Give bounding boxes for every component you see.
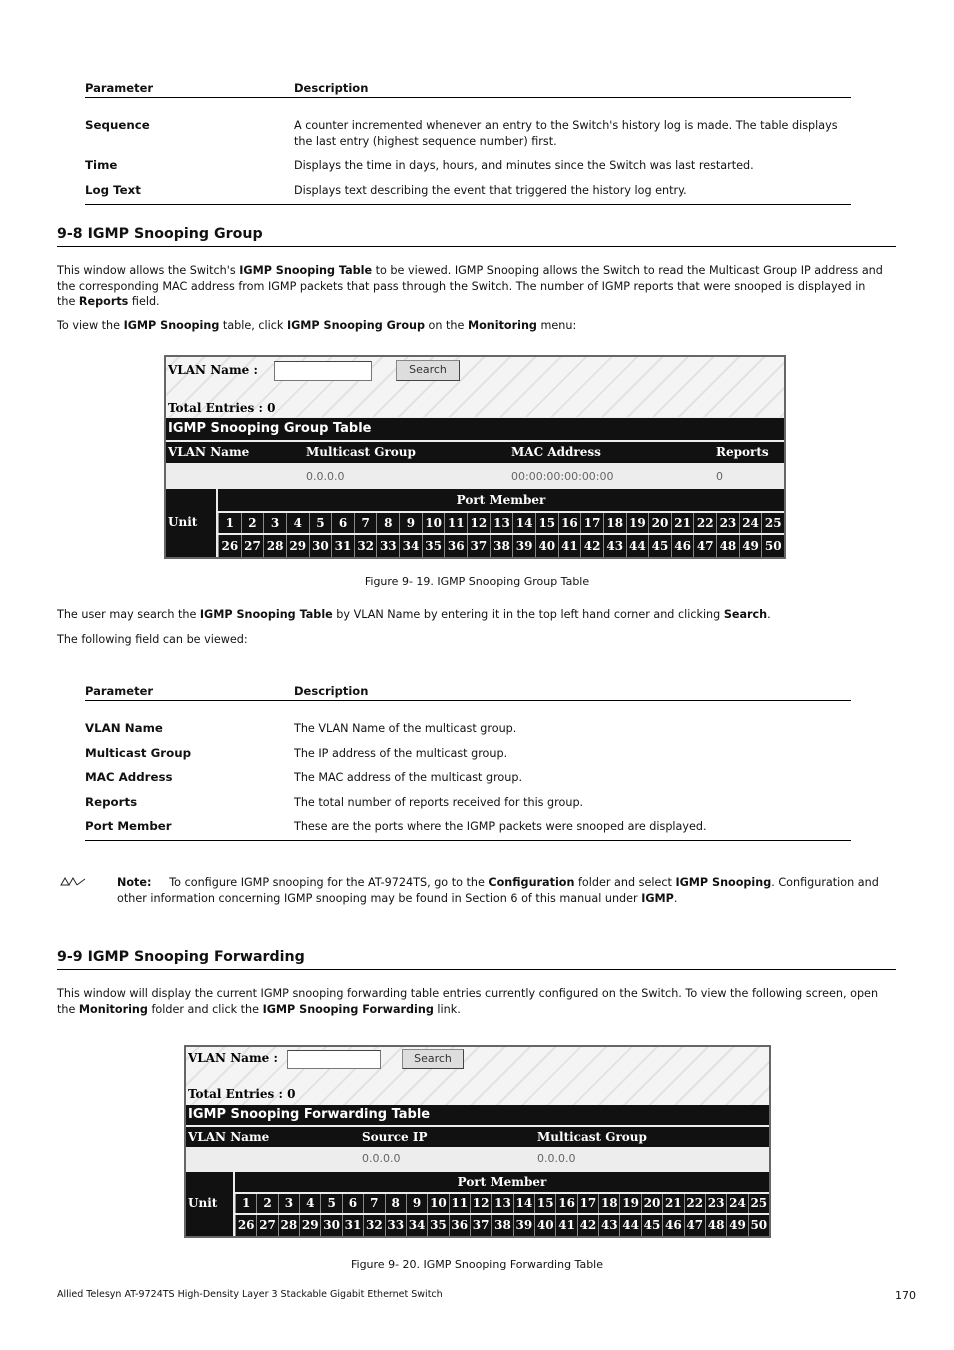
param-vlan-name: VLAN Name <box>85 721 163 735</box>
search-explanation-paragraph: The user may search the IGMP Snooping Table by VLAN Name by entering it in the top left hand corner and clicking Search. <box>57 608 771 621</box>
port-number-cell: 7 <box>354 513 377 533</box>
port-number-cell: 36 <box>449 1215 470 1236</box>
port-number-cell: 37 <box>470 1215 491 1236</box>
unit-label: Unit <box>188 1196 218 1210</box>
section-heading-igmp-snooping-group: 9-8 IGMP Snooping Group <box>57 226 896 247</box>
value-multicast-group: 0.0.0.0 <box>306 470 345 483</box>
port-number-cell: 18 <box>603 513 626 533</box>
note-paragraph: Note: To configure IGMP snooping for the AT-9724TS, go to the Configuration folder and select IGMP Snooping. Configuration and other information concerning IGMP snooping may be found in Section 6 of this manual under IGMP. <box>117 876 879 905</box>
table-title-bar: IGMP Snooping Group Table <box>166 418 786 440</box>
desc-reports: The total number of reports received for this group. <box>294 796 584 809</box>
port-row-1 <box>235 1194 769 1213</box>
table-header <box>85 75 851 98</box>
port-number-cell: 44 <box>626 535 649 557</box>
port-member-header: Port Member <box>218 489 784 511</box>
port-number-cell: 35 <box>427 1215 448 1236</box>
port-number-cell: 27 <box>241 535 264 557</box>
desc-port-member: These are the ports where the IGMP packets were snooped are displayed. <box>294 820 707 833</box>
port-number-cell: 11 <box>449 1194 470 1213</box>
port-number-cell: 44 <box>619 1215 640 1236</box>
table-row <box>85 795 851 819</box>
desc-time: Displays the time in days, hours, and minutes since the Switch was last restarted. <box>294 159 754 172</box>
port-number-cell: 28 <box>278 1215 299 1236</box>
port-number-cell: 9 <box>399 513 422 533</box>
port-number-cell: 5 <box>320 1194 341 1213</box>
port-number-cell: 24 <box>726 1194 747 1213</box>
igmp-group-parameter-table <box>85 678 851 841</box>
port-number-cell: 15 <box>534 1194 555 1213</box>
port-number-cell: 22 <box>693 513 716 533</box>
table-title-bar: IGMP Snooping Forwarding Table <box>186 1105 771 1125</box>
port-number-cell: 10 <box>427 1194 448 1213</box>
header-reports: Reports <box>716 445 769 459</box>
port-number-cell: 28 <box>263 535 286 557</box>
port-number-cell: 16 <box>555 1194 576 1213</box>
port-number-cell: 25 <box>761 513 784 533</box>
section8-intro-paragraph: This window allows the Switch's IGMP Snooping Table to be viewed. IGMP Snooping allows the Switch to read the Multicast Group IP address and the corresponding MAC address from IGMP packets that pass through the Switch. The number of IGMP reports that were snooped is displayed in the Reports field. <box>57 264 883 309</box>
port-number-cell: 42 <box>577 1215 598 1236</box>
table-row <box>85 183 851 205</box>
section9-intro-paragraph: This window will display the current IGMP snooping forwarding table entries currently configured on the Switch. To view the following screen, open the Monitoring folder and click the IGMP Snooping Forwarding link. <box>57 987 879 1016</box>
value-mac-address: 00:00:00:00:00:00 <box>511 470 614 483</box>
unit-cell <box>166 489 216 557</box>
desc-mac-address: The MAC address of the multicast group. <box>294 771 523 784</box>
column-header-row <box>186 1127 769 1147</box>
vlan-name-label: VLAN Name : <box>168 363 258 377</box>
port-number-cell: 34 <box>399 535 422 557</box>
port-number-cell: 30 <box>320 1215 341 1236</box>
port-number-cell: 8 <box>385 1194 406 1213</box>
igmp-snooping-forwarding-screenshot <box>184 1045 771 1238</box>
port-number-cell: 23 <box>705 1194 726 1213</box>
port-number-cell: 47 <box>693 535 716 557</box>
port-number-cell: 48 <box>716 535 739 557</box>
param-port-member: Port Member <box>85 819 172 833</box>
table-row <box>85 746 851 770</box>
port-number-cell: 32 <box>354 535 377 557</box>
port-number-cell: 46 <box>671 535 694 557</box>
port-number-cell: 29 <box>286 535 309 557</box>
port-number-cell: 3 <box>278 1194 299 1213</box>
parameter-column-header: Parameter <box>85 684 154 698</box>
description-column-header: Description <box>294 81 369 95</box>
port-number-cell: 24 <box>739 513 762 533</box>
port-number-cell: 20 <box>648 513 671 533</box>
port-number-cell: 2 <box>241 513 264 533</box>
total-entries: Total Entries : 0 <box>168 401 276 415</box>
port-number-cell: 48 <box>705 1215 726 1236</box>
port-number-cell: 1 <box>218 513 241 533</box>
port-number-cell: 32 <box>363 1215 384 1236</box>
figure-19-caption: Figure 9- 19. IGMP Snooping Group Table <box>364 575 590 588</box>
port-number-cell: 36 <box>444 535 467 557</box>
desc-multicast-group: The IP address of the multicast group. <box>294 747 508 760</box>
header-source-ip: Source IP <box>362 1130 428 1144</box>
port-number-cell: 47 <box>684 1215 705 1236</box>
port-number-cell: 17 <box>580 513 603 533</box>
port-number-cell: 12 <box>467 513 490 533</box>
table-row <box>85 158 851 183</box>
port-number-cell: 7 <box>363 1194 384 1213</box>
port-number-cell: 31 <box>331 535 354 557</box>
igmp-snooping-group-screenshot <box>164 355 786 559</box>
port-number-cell: 34 <box>406 1215 427 1236</box>
desc-vlan-name: The VLAN Name of the multicast group. <box>294 722 517 735</box>
table-row <box>85 721 851 746</box>
param-reports: Reports <box>85 795 138 809</box>
port-row-1 <box>218 513 784 533</box>
port-number-cell: 45 <box>648 535 671 557</box>
port-number-cell: 37 <box>467 535 490 557</box>
param-sequence: Sequence <box>85 118 150 132</box>
port-number-cell: 12 <box>470 1194 491 1213</box>
port-number-cell: 40 <box>535 535 558 557</box>
figure-20-caption: Figure 9- 20. IGMP Snooping Forwarding Table <box>350 1258 604 1271</box>
note-pencil-icon <box>60 875 86 887</box>
port-number-cell: 14 <box>513 1194 534 1213</box>
port-row-2 <box>235 1215 769 1236</box>
port-number-cell: 21 <box>671 513 694 533</box>
parameter-column-header: Parameter <box>85 81 154 95</box>
port-number-cell: 40 <box>534 1215 555 1236</box>
table-row <box>85 770 851 795</box>
port-number-cell: 23 <box>716 513 739 533</box>
port-number-cell: 19 <box>626 513 649 533</box>
unit-cell <box>186 1172 233 1236</box>
total-entries: Total Entries : 0 <box>188 1087 296 1101</box>
port-number-cell: 26 <box>218 535 241 557</box>
port-number-cell: 1 <box>235 1194 256 1213</box>
port-number-cell: 38 <box>490 535 513 557</box>
section8-instruction-paragraph: To view the IGMP Snooping table, click IGMP Snooping Group on the Monitoring menu: <box>57 319 577 332</box>
section-heading-igmp-snooping-forwarding: 9-9 IGMP Snooping Forwarding <box>57 949 896 970</box>
unit-label: Unit <box>168 515 198 529</box>
port-number-cell: 30 <box>309 535 332 557</box>
port-number-cell: 22 <box>684 1194 705 1213</box>
port-number-cell: 46 <box>662 1215 683 1236</box>
desc-sequence: A counter incremented whenever an entry to the Switch's history log is made. The table displays the last entry (highest sequence number) first. <box>294 119 838 148</box>
port-number-cell: 35 <box>422 535 445 557</box>
port-number-cell: 31 <box>342 1215 363 1236</box>
port-number-cell: 27 <box>256 1215 277 1236</box>
table-row <box>85 118 851 158</box>
value-reports: 0 <box>716 470 723 483</box>
value-multicast-group: 0.0.0.0 <box>537 1152 576 1165</box>
port-member-header: Port Member <box>235 1172 769 1192</box>
port-number-cell: 2 <box>256 1194 277 1213</box>
column-header-row <box>166 442 784 463</box>
port-number-cell: 38 <box>491 1215 512 1236</box>
port-number-cell: 20 <box>641 1194 662 1213</box>
header-mac-address: MAC Address <box>511 445 601 459</box>
history-log-parameter-table <box>85 75 851 205</box>
port-number-cell: 6 <box>331 513 354 533</box>
table-header <box>85 678 851 701</box>
footer-product-name: Allied Telesyn AT-9724TS High-Density Layer 3 Stackable Gigabit Ethernet Switch <box>57 1289 443 1300</box>
port-number-cell: 43 <box>603 535 626 557</box>
port-number-cell: 13 <box>491 1194 512 1213</box>
header-multicast-group: Multicast Group <box>537 1130 647 1144</box>
port-number-cell: 50 <box>748 1215 769 1236</box>
port-number-cell: 43 <box>598 1215 619 1236</box>
port-number-cell: 11 <box>444 513 467 533</box>
port-number-cell: 29 <box>299 1215 320 1236</box>
table-row <box>85 819 851 841</box>
page-number: 170 <box>895 1289 916 1302</box>
port-number-cell: 33 <box>376 535 399 557</box>
value-source-ip: 0.0.0.0 <box>362 1152 401 1165</box>
vlan-name-input[interactable] <box>287 1050 381 1069</box>
port-number-cell: 49 <box>739 535 762 557</box>
port-number-cell: 26 <box>235 1215 256 1236</box>
port-number-cell: 13 <box>490 513 513 533</box>
description-column-header: Description <box>294 684 369 698</box>
note-label: Note: <box>117 876 152 889</box>
port-number-cell: 39 <box>513 1215 534 1236</box>
port-number-cell: 50 <box>761 535 784 557</box>
port-number-cell: 3 <box>263 513 286 533</box>
port-number-cell: 42 <box>580 535 603 557</box>
port-number-cell: 25 <box>748 1194 769 1213</box>
port-row-2 <box>218 535 784 557</box>
port-number-cell: 21 <box>662 1194 683 1213</box>
param-log-text: Log Text <box>85 183 141 197</box>
port-number-cell: 18 <box>598 1194 619 1213</box>
port-number-cell: 6 <box>342 1194 363 1213</box>
port-number-cell: 49 <box>726 1215 747 1236</box>
search-button[interactable]: Search <box>402 1049 464 1069</box>
header-vlan-name: VLAN Name <box>168 445 250 459</box>
vlan-name-label: VLAN Name : <box>188 1051 278 1065</box>
port-number-cell: 9 <box>406 1194 427 1213</box>
header-multicast-group: Multicast Group <box>306 445 416 459</box>
port-number-cell: 8 <box>376 513 399 533</box>
port-number-cell: 41 <box>558 535 581 557</box>
port-number-cell: 4 <box>286 513 309 533</box>
port-number-cell: 33 <box>385 1215 406 1236</box>
port-number-cell: 14 <box>512 513 535 533</box>
port-number-cell: 39 <box>512 535 535 557</box>
search-button[interactable]: Search <box>396 360 460 381</box>
port-number-cell: 5 <box>309 513 332 533</box>
port-number-cell: 15 <box>535 513 558 533</box>
port-number-cell: 4 <box>299 1194 320 1213</box>
vlan-name-input[interactable] <box>274 361 372 381</box>
desc-log-text: Displays text describing the event that triggered the history log entry. <box>294 184 687 197</box>
param-mac-address: MAC Address <box>85 770 173 784</box>
port-number-cell: 19 <box>619 1194 640 1213</box>
port-number-cell: 45 <box>641 1215 662 1236</box>
port-number-cell: 17 <box>577 1194 598 1213</box>
port-number-cell: 10 <box>422 513 445 533</box>
param-time: Time <box>85 158 118 172</box>
port-number-cell: 41 <box>555 1215 576 1236</box>
port-number-cell: 16 <box>558 513 581 533</box>
fields-intro-paragraph: The following field can be viewed: <box>57 633 248 646</box>
header-vlan-name: VLAN Name <box>188 1130 270 1144</box>
param-multicast-group: Multicast Group <box>85 746 192 760</box>
